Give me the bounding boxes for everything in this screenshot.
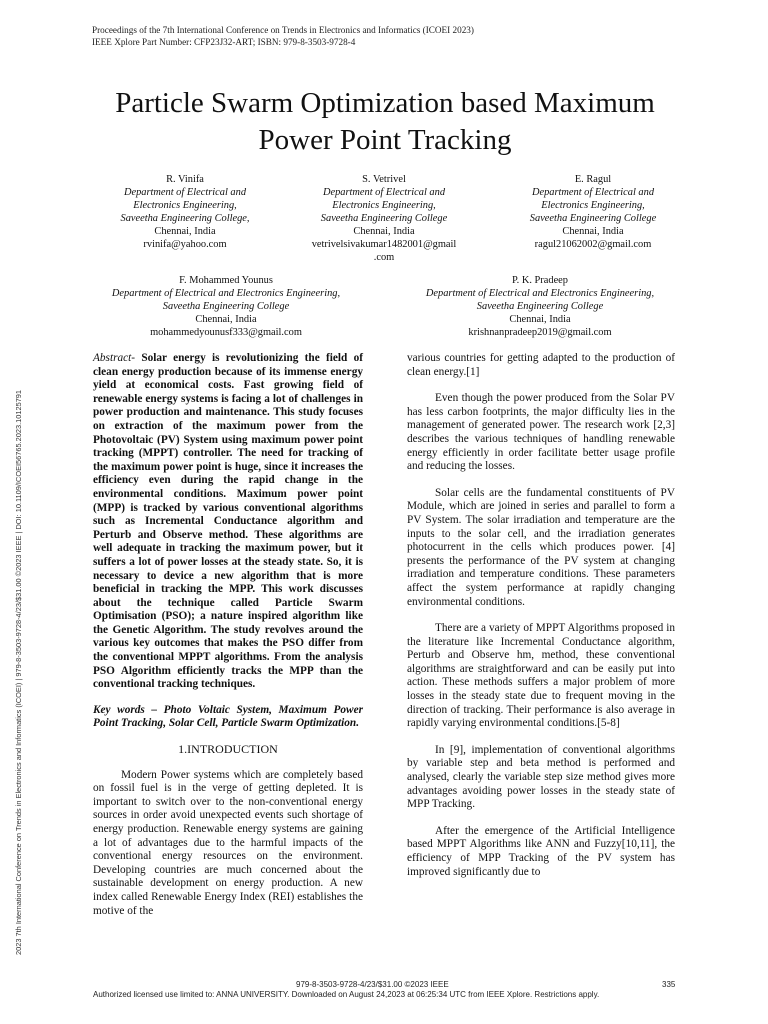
author-department: Department of Electrical and bbox=[322, 187, 446, 198]
title-line-2: Power Point Tracking bbox=[258, 124, 512, 156]
paragraph: Solar cells are the fundamental constituents of PV Module, which are joined in series and parallel to form a PV System. The solar irradiation and temperature are the inputs to the solar cell, and the irradiation generates photocurrent in the cells which produces power. [4] presents the performance of the PV system at changing irradiation and temperature conditions. These parameters affect the system performance at rapidly changing environmental conditions. bbox=[407, 486, 675, 608]
author-block bbox=[498, 173, 688, 251]
author-email: mohammedyounusf333@gmail.com bbox=[150, 327, 302, 338]
author-email: krishnanpradeep2019@gmail.com bbox=[468, 327, 612, 338]
left-column bbox=[93, 352, 363, 918]
author-name: R. Vinifa bbox=[166, 174, 204, 185]
paragraph: Modern Power systems which are completely based on fossil fuel is in the verge of getting depleted. It is important to switch over to the non-conventional energy sources in order avoid unexpected events such shortage of energy production. Renewable energy systems are gaining a lot of advantages due to the harmful impacts of the conventional energy resources on the environment. Developing countries are much concerned about the sustainable development on energy production. A new index called Renewable Energy Index (REI) establishes the motive of the bbox=[93, 768, 363, 917]
right-column bbox=[407, 352, 675, 879]
author-city: Chennai, India bbox=[195, 314, 257, 325]
copyright-line: 979-8-3503-9728-4/23/$31.00 ©2023 IEEE bbox=[296, 980, 449, 989]
abstract bbox=[93, 352, 363, 692]
author-block bbox=[86, 274, 366, 339]
paragraph: Even though the power produced from the Solar PV has less carbon footprints, the major difficulty lies in the management of generated power. The research work [2,3] describes the various techniques of handling renewable energy efficiently in order facilitate better usage profile and reducing the losses. bbox=[407, 392, 675, 473]
author-email: vetrivelsivakumar1482001@gmail bbox=[311, 239, 457, 250]
proceedings-header: Proceedings of the 7th International Conference on Trends in Electronics and Informatics (ICOEI 2023) bbox=[92, 25, 474, 35]
paragraph: various countries for getting adapted to the production of clean energy.[1] bbox=[407, 352, 675, 378]
doi-side-strip: 2023 7th International Conference on Trends in Electronics and Informatics (ICOEI) | 979-8-3503-9728-4/23/$31.00 ©2023 IEEE | DOI: 10.1109/ICOEI56765.2023.10125791 bbox=[14, 389, 23, 955]
author-city: Chennai, India bbox=[562, 226, 624, 237]
author-department: Department of Electrical and Electronics Engineering, bbox=[425, 288, 655, 299]
license-notice: Authorized licensed use limited to: ANNA UNIVERSITY. Downloaded on August 24,2023 at 06:25:34 UTC from IEEE Xplore. Restrictions apply. bbox=[93, 990, 600, 999]
author-city: Chennai, India bbox=[154, 226, 216, 237]
paragraph: After the emergence of the Artificial Intelligence based MPPT Algorithms like ANN and Fuzzy[10,11], the efficiency of MPP Tracking of the PV system has improved significantly due to bbox=[407, 824, 675, 878]
author-department: Electronics Engineering, bbox=[541, 200, 645, 211]
author-block bbox=[289, 173, 479, 264]
author-email: ragul21062002@gmail.com bbox=[534, 239, 652, 250]
author-department: Department of Electrical and Electronics Engineering, bbox=[111, 288, 341, 299]
author-name: P. K. Pradeep bbox=[512, 275, 568, 286]
author-email: rvinifa@yahoo.com bbox=[143, 239, 227, 250]
abstract-text: Solar energy is revolutionizing the field of clean energy production because of its immense energy yield at economical costs. Fast growing field of renewable energy systems is facing a lot of challenges in power production and maintenance. This study focuses on extraction of the maximum power from the Photovoltaic (PV) System using maximum power point tracking (MPPT) controller. The need for tracking of the maximum power point is huge, since it increases the efficiency even during the rapid change in the environmental conditions. Maximum power point (MPP) is tracked by various conventional algorithms such as Incremental Conductance algorithm and Perturb and Observe method. These algorithms are well adequate in tracking the maximum power, but it suffers a lot of power losses at the steady state. So, it is necessary to device a new algorithm that is more beneficial in tracking the MPP. This work discusses about the technique called Particle Swarm Optimisation (PSO); a nature inspired algorithm like the Genetic Algorithm. The study revolves around the various key outcomes that makes the PSO differ from the conventional MPPT algorithms. From the analysis PSO Algorithm efficiently tracks the MPP than the conventional tracking techniques. bbox=[93, 352, 363, 691]
paper-title bbox=[60, 85, 710, 159]
author-city: Chennai, India bbox=[353, 226, 415, 237]
abstract-label: Abstract- bbox=[93, 352, 136, 364]
author-department: Department of Electrical and bbox=[531, 187, 655, 198]
page-number: 335 bbox=[662, 980, 676, 989]
author-block bbox=[90, 173, 280, 251]
author-email-cont: .com bbox=[373, 252, 395, 263]
section-heading-introduction: 1.INTRODUCTION bbox=[178, 742, 278, 757]
author-block bbox=[400, 274, 680, 339]
author-name: F. Mohammed Younus bbox=[179, 275, 273, 286]
paragraph: In [9], implementation of conventional algorithms by variable step and beta method is performed and analysed, clearly the variable step size method gives more advantages avoiding power losses in the steady state of MPP Tracking. bbox=[407, 743, 675, 811]
author-college: Saveetha Engineering College bbox=[320, 213, 448, 224]
author-college: Saveetha Engineering College bbox=[162, 301, 290, 312]
author-city: Chennai, India bbox=[509, 314, 571, 325]
author-department: Electronics Engineering, bbox=[133, 200, 237, 211]
author-name: E. Ragul bbox=[574, 174, 612, 185]
author-department: Electronics Engineering, bbox=[332, 200, 436, 211]
keywords: Key words – Photo Voltaic System, Maximum Power Point Tracking, Solar Cell, Particle Swarm Optimization. bbox=[93, 703, 363, 730]
author-department: Department of Electrical and bbox=[123, 187, 247, 198]
author-college: Saveetha Engineering College bbox=[529, 213, 657, 224]
paragraph: There are a variety of MPPT Algorithms proposed in the literature like Incremental Conductance algorithm, Perturb and Observe hm, method, these conventional algorithms are straightforward and can be easily put into action. These methods suffers a major problem of more losses in the steady state due to frequent moving in the direction of tracking. Their performance is also average in rapidly varying environmental conditions.[5-8] bbox=[407, 622, 675, 730]
author-college: Saveetha Engineering College, bbox=[120, 213, 250, 224]
author-college: Saveetha Engineering College bbox=[476, 301, 604, 312]
title-line-1: Particle Swarm Optimization based Maximum bbox=[115, 87, 655, 119]
isbn-header: IEEE Xplore Part Number: CFP23J32-ART; ISBN: 979-8-3503-9728-4 bbox=[92, 37, 356, 47]
author-name: S. Vetrivel bbox=[362, 174, 406, 185]
